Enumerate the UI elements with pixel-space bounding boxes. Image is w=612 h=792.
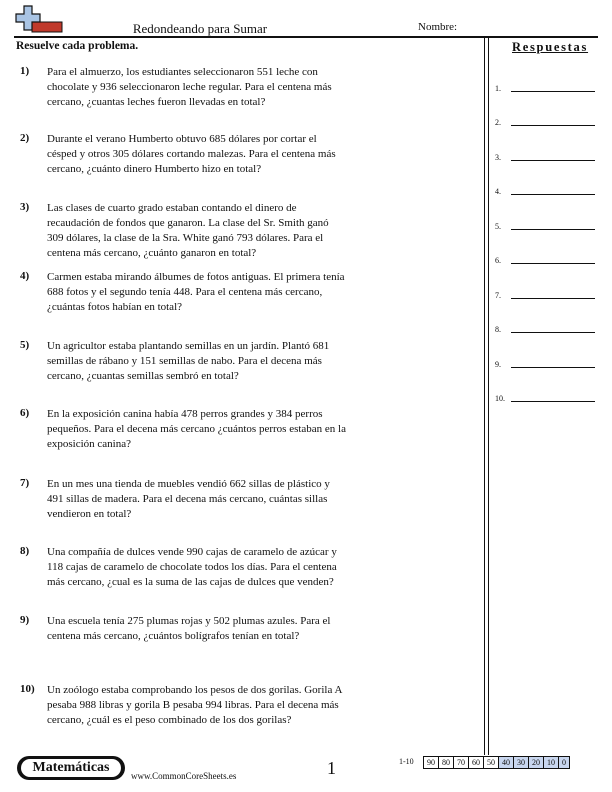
answer-line[interactable] xyxy=(511,125,595,126)
score-cell: 80 xyxy=(439,757,454,769)
answer-line[interactable] xyxy=(511,332,595,333)
answer-slot[interactable] xyxy=(495,181,595,195)
brand-badge xyxy=(17,756,125,780)
answer-slot[interactable] xyxy=(495,216,595,230)
problem-text: Durante el verano Humberto obtuvo 685 dólares por cortar el césped y otros 305 dólares cortando malezas. Para el centena más cercano, ¿cuánto dinero Humberto hizo en total? xyxy=(47,133,336,175)
score-cell: 0 xyxy=(559,757,570,769)
worksheet-title: Redondeando para Sumar xyxy=(132,21,268,36)
answer-line[interactable] xyxy=(511,160,595,161)
answer-label: 5. xyxy=(495,222,501,231)
answer-slot[interactable] xyxy=(495,78,595,92)
problem-item xyxy=(16,545,346,590)
answer-line[interactable] xyxy=(511,91,595,92)
answer-line[interactable] xyxy=(511,298,595,299)
score-cell: 10 xyxy=(544,757,559,769)
answer-line[interactable] xyxy=(511,401,595,402)
brand-label: Matemáticas xyxy=(21,759,121,777)
problem-item xyxy=(16,201,346,261)
answer-slot[interactable] xyxy=(495,112,595,126)
problem-item xyxy=(16,132,346,177)
problem-text: Carmen estaba mirando álbumes de fotos antiguas. El primera tenía 688 fotos y el segundo tenía 448. Para el centena más cercano, ¿cuántas fotos habían en total? xyxy=(47,271,345,313)
answer-slot[interactable] xyxy=(495,147,595,161)
problem-item xyxy=(16,614,346,644)
answer-slot[interactable] xyxy=(495,250,595,264)
problem-number: 3) xyxy=(20,201,30,213)
answer-label: 1. xyxy=(495,84,501,93)
answer-label: 7. xyxy=(495,291,501,300)
answer-line[interactable] xyxy=(511,367,595,368)
problem-number: 1) xyxy=(20,65,30,77)
answer-label: 3. xyxy=(495,153,501,162)
problem-number: 5) xyxy=(20,339,30,351)
instructions: Resuelve cada problema. xyxy=(16,40,139,52)
answer-label: 6. xyxy=(495,256,501,265)
problem-text: Un zoólogo estaba comprobando los pesos de dos gorilas. Gorila A pesaba 988 libras y gorila B pesaba 994 libras. Para el decena más cercano, ¿cuál es el peso combinado de los dos gorilas? xyxy=(47,684,342,726)
problem-number: 7) xyxy=(20,477,30,489)
answer-label: 8. xyxy=(495,325,501,334)
answer-slot[interactable] xyxy=(495,388,595,402)
problem-text: Las clases de cuarto grado estaban contando el dinero de recaudación de fondos que ganaron. La clase del Sr. Smith ganó 309 dólares, la clase de la Sra. White ganó 793 dólares. Para el centena más cercano, ¿cuánto ganaron en total? xyxy=(47,202,329,259)
problem-number: 6) xyxy=(20,407,30,419)
problem-number: 4) xyxy=(20,270,30,282)
problem-item xyxy=(16,339,346,384)
score-cell: 90 xyxy=(424,757,439,769)
problem-text: Una escuela tenía 275 plumas rojas y 502 plumas azules. Para el centena más cercano, ¿cuántos bolígrafos tenían en total? xyxy=(47,615,331,642)
score-cell: 70 xyxy=(454,757,469,769)
problem-text: Para el almuerzo, los estudiantes seleccionaron 551 leche con chocolate y 936 seleccionaron leche regular. Para el centena más cercano, ¿cuantas leches fueron llevadas en total? xyxy=(47,66,332,108)
problem-number: 2) xyxy=(20,132,30,144)
problem-number: 10) xyxy=(20,683,35,695)
problem-number: 8) xyxy=(20,545,30,557)
score-cell: 40 xyxy=(499,757,514,769)
problem-item xyxy=(16,270,346,315)
answer-slot[interactable] xyxy=(495,319,595,333)
answer-label: 9. xyxy=(495,360,501,369)
problem-item xyxy=(16,683,346,728)
name-label: Nombre: xyxy=(418,21,458,33)
score-cell: 60 xyxy=(469,757,484,769)
problem-number: 9) xyxy=(20,614,30,626)
problem-item xyxy=(16,65,346,110)
answer-line[interactable] xyxy=(511,263,595,264)
page-number: 1 xyxy=(327,758,336,778)
score-range-label: 1-10 xyxy=(399,757,414,766)
problem-text: En un mes una tienda de muebles vendió 662 sillas de plástico y 491 sillas de madera. Para el decena más cercano, cuántas sillas vendieron en total? xyxy=(47,478,330,520)
website-link[interactable]: www.CommonCoreSheets.es xyxy=(131,771,237,781)
answer-line[interactable] xyxy=(511,194,595,195)
header-rule xyxy=(14,36,598,38)
score-cell: 50 xyxy=(484,757,499,769)
score-cell: 20 xyxy=(529,757,544,769)
answer-slot[interactable] xyxy=(495,285,595,299)
answer-slot[interactable] xyxy=(495,354,595,368)
answer-label: 10. xyxy=(495,394,505,403)
score-table xyxy=(423,756,570,769)
column-divider xyxy=(488,37,489,755)
answer-label: 4. xyxy=(495,187,501,196)
answer-label: 2. xyxy=(495,118,501,127)
problem-item xyxy=(16,407,346,452)
problem-item xyxy=(16,477,346,522)
column-divider xyxy=(484,37,485,755)
score-cell: 30 xyxy=(514,757,529,769)
problem-text: Una compañía de dulces vende 990 cajas de caramelo de azúcar y 118 cajas de caramelo de chocolate todos los días. Para el centena más cercano, ¿cual es la suma de las cajas de dulces que venden? xyxy=(47,546,337,588)
problem-text: En la exposición canina había 478 perros grandes y 384 perros pequeños. Para el decena más cercano ¿cuántos perros estaban en la exposición canina? xyxy=(47,408,346,450)
answer-line[interactable] xyxy=(511,229,595,230)
problem-text: Un agricultor estaba plantando semillas en un jardín. Plantó 681 semillas de rábano y 151 semillas de nabo. Para el decena más cercano, ¿cuantas semillas sembró en total? xyxy=(47,340,330,382)
answers-title: Respuestas xyxy=(512,40,589,54)
